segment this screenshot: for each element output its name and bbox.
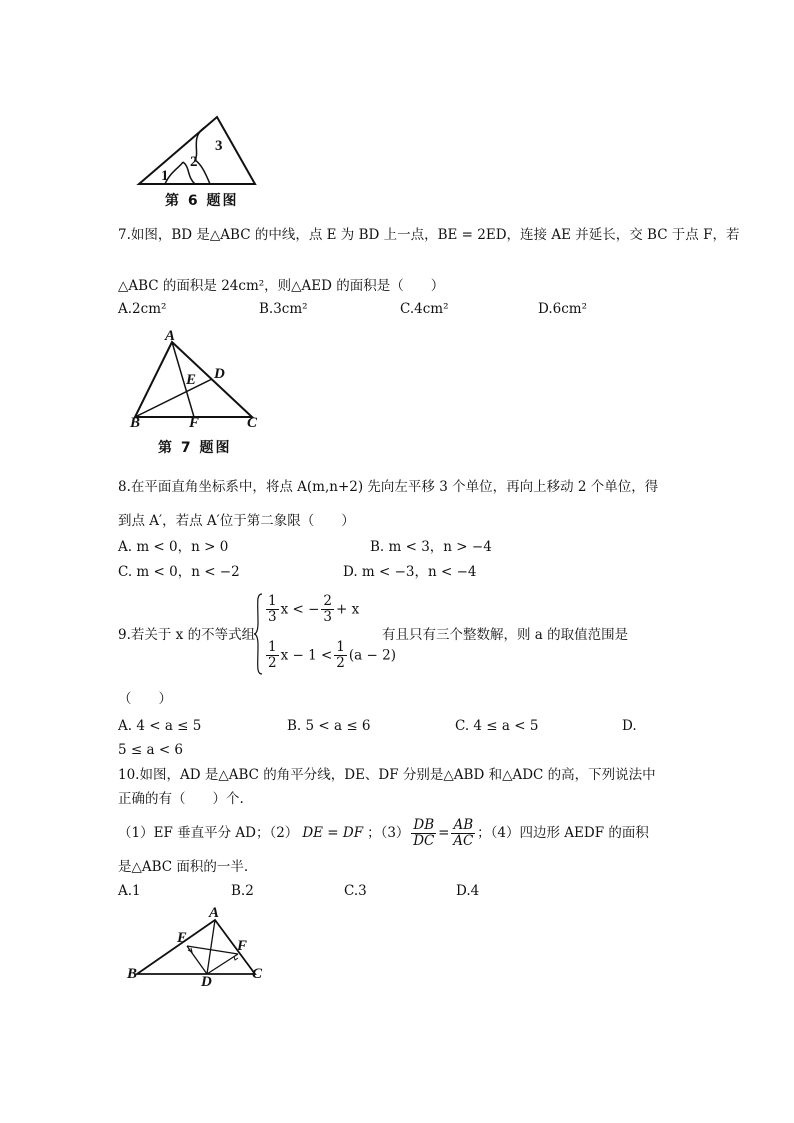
q10-option-d: D.4: [456, 883, 480, 899]
q9-row2-frac: $\frac{1}{2}$: [268, 639, 277, 671]
fig7-label-d: D: [214, 366, 225, 382]
fig10-label-a: A: [209, 905, 220, 921]
q7-option-c: C.4cm²: [400, 301, 449, 317]
q8-option-a: A. m < 0，n > 0: [118, 539, 229, 555]
fig7-label-c: C: [247, 415, 258, 431]
fig7-label-a: A: [165, 328, 176, 344]
fig7-label-e: E: [186, 372, 197, 388]
q7-line2: △ABC 的面积是 24cm²，则△AED 的面积是（ ）: [118, 278, 445, 294]
q9-row1: $\frac{1}{3}$ x < − $\frac{2}{3}$ + x: [268, 593, 360, 625]
q9-option-c: C. 4 ≤ a < 5: [455, 718, 539, 734]
q10-line2: 正确的有（ ）个.: [118, 791, 244, 807]
fig6-caption: 第 6 题图: [165, 193, 239, 209]
figure-7-diagram: [130, 332, 270, 422]
q8-option-b: B. m < 3，n > −4: [370, 539, 492, 555]
q10-option-c: C.3: [344, 883, 367, 899]
q9-row1-frac2: $\frac{2}{3}$: [323, 593, 333, 625]
q7-option-a: A.2cm²: [118, 301, 167, 317]
fig10-label-f: F: [237, 938, 248, 954]
figure-6: [135, 112, 265, 212]
fig7-caption: 第 7 题图: [158, 440, 232, 456]
fig6-region-1: 1: [161, 168, 169, 184]
fig10-label-c: C: [252, 966, 263, 982]
q9-system-brace: [253, 593, 263, 675]
figure-7: [130, 328, 270, 457]
fig6-region-2: 2: [190, 154, 198, 170]
q7-line1: 7.如图，BD 是△ABC 的中线，点 E 为 BD 上一点，BE = 2ED，连接 AE 并延长，交 BC 于点 F，若: [118, 227, 740, 243]
q10-frac1: $\frac{DB}{DC}$: [413, 816, 435, 849]
q10-line1: 10.如图，AD 是△ABC 的角平分线，DE、DF 分别是△ABD 和△ADC 的高，下列说法中: [118, 767, 656, 783]
q9-option-a: A. 4 < a ≤ 5: [118, 718, 202, 734]
q7-option-d: D.6cm²: [538, 301, 587, 317]
q8-line1: 8.在平面直角坐标系中，将点 A(m,n+2) 先向左平移 3 个单位，再向上移动 2 个单位，得: [118, 479, 659, 495]
figure-10: [125, 905, 275, 993]
q10-option-a: A.1: [118, 883, 141, 899]
fig10-label-b: B: [127, 966, 138, 982]
q9-row2-frac2: $\frac{1}{2}$: [336, 639, 345, 671]
q8-option-d: D. m < −3，n < −4: [343, 564, 477, 580]
q10-line4: 是△ABC 面积的一半.: [118, 859, 249, 875]
fig7-label-b: B: [130, 415, 141, 431]
q9-paren: （ ）: [118, 691, 172, 707]
q9-option-d: D.: [622, 718, 637, 734]
fig7-label-f: F: [189, 415, 200, 431]
q8-line2: 到点 A′，若点 A′位于第二象限（ ）: [118, 513, 355, 529]
q9-prefix: 9.若关于 x 的不等式组: [118, 627, 256, 643]
q9-option-d-cont: 5 ≤ a < 6: [118, 742, 184, 758]
q10-option-b: B.2: [231, 883, 254, 899]
fig10-label-e: E: [177, 930, 188, 946]
q7-option-b: B.3cm²: [259, 301, 308, 317]
brace-icon: [253, 593, 263, 675]
q8-option-c: C. m < 0，n < −2: [118, 564, 240, 580]
q10-statements: （1）EF 垂直平分 AD；（2） DE = DF ；（3） $\frac{DB}{DC}$ = $\frac{AB}{AC}$ ；（4）四边形 AEDF 的面积: [118, 816, 649, 849]
q9-suffix: 有且只有三个整数解，则 a 的取值范围是: [382, 627, 629, 643]
fig6-region-3: 3: [215, 138, 223, 154]
q10-frac2: $\frac{AB}{AC}$: [453, 816, 474, 849]
fig10-label-d: D: [201, 974, 212, 990]
q9-row1-frac: $\frac{1}{3}$: [268, 593, 277, 625]
q9-row2: $\frac{1}{2}$ x − 1 < $\frac{1}{2}$ (a − 2): [268, 639, 396, 671]
q9-option-b: B. 5 < a ≤ 6: [287, 718, 371, 734]
